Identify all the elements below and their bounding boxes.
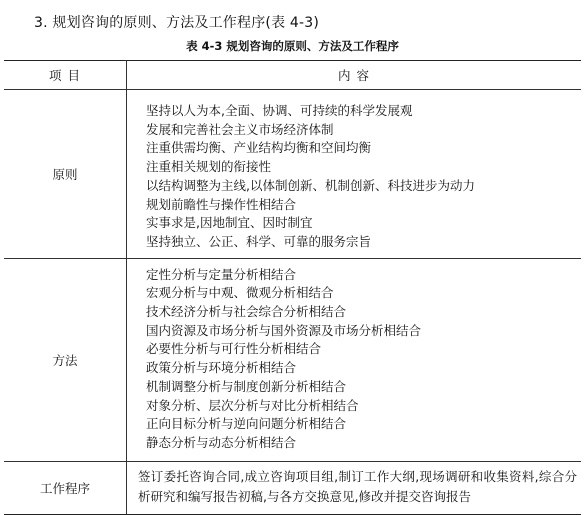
list-item: 宏观分析与中观、微观分析相结合: [146, 285, 334, 301]
header-item: 项 目: [4, 61, 127, 90]
table-row-process: [4, 461, 581, 514]
table-row-methods: [4, 258, 581, 461]
process-text-cell: [127, 461, 582, 514]
list-item: 规划前瞻性与操作性相结合: [146, 196, 297, 212]
methods-list: [127, 258, 582, 461]
list-item: 坚持以人为本,全面、协调、可持续的科学发展观: [146, 103, 413, 118]
section-heading: 3. 规划咨询的原则、方法及工作程序(表 4-3): [34, 15, 320, 31]
list-item: 静态分析与动态分析相结合: [146, 434, 297, 450]
table-row-principles: [4, 90, 581, 259]
list-item: 实事求是,因地制宜、因时制宜: [146, 215, 313, 231]
table-header-row: [4, 61, 581, 90]
list-item: 国内资源及市场分析与国外资源及市场分析相结合: [146, 322, 422, 338]
row-label-principles: 原则: [4, 90, 127, 259]
list-item: 以结构调整为主线,以体制创新、机制创新、科技进步为动力: [146, 177, 475, 193]
list-item: 必要性分析与可行性分析相结合: [146, 341, 322, 357]
list-item: 坚持独立、公正、科学、可靠的服务宗旨: [146, 233, 372, 249]
list-item: 正向目标分析与逆向问题分析相结合: [146, 416, 347, 432]
list-item: 技术经济分析与社会综合分析相结合: [146, 304, 347, 320]
list-item: 注重相关规划的衔接性: [146, 159, 272, 175]
header-content: 内 容: [127, 61, 582, 90]
list-item: 注重供需均衡、产业结构均衡和空间均衡: [146, 140, 372, 156]
list-item: 对象分析、层次分析与对比分析相结合: [146, 397, 359, 413]
process-paragraph: 签订委托咨询合同,成立咨询项目组,制订工作大纲,现场调研和收集资料,综合分析研究和编写报告初稿,与各方交换意见,修改并提交咨询报告: [138, 468, 577, 504]
list-item: 政策分析与环境分析相结合: [146, 360, 297, 376]
principles-list: [127, 90, 582, 259]
row-label-methods: 方法: [4, 258, 127, 461]
table-caption: 表 4-3 规划咨询的原则、方法及工作程序: [186, 39, 399, 53]
consulting-table: [4, 60, 581, 515]
row-label-process: 工作程序: [4, 461, 127, 514]
list-item: 定性分析与定量分析相结合: [146, 266, 297, 282]
list-item: 机制调整分析与制度创新分析相结合: [146, 378, 347, 394]
list-item: 发展和完善社会主义市场经济体制: [146, 121, 334, 137]
